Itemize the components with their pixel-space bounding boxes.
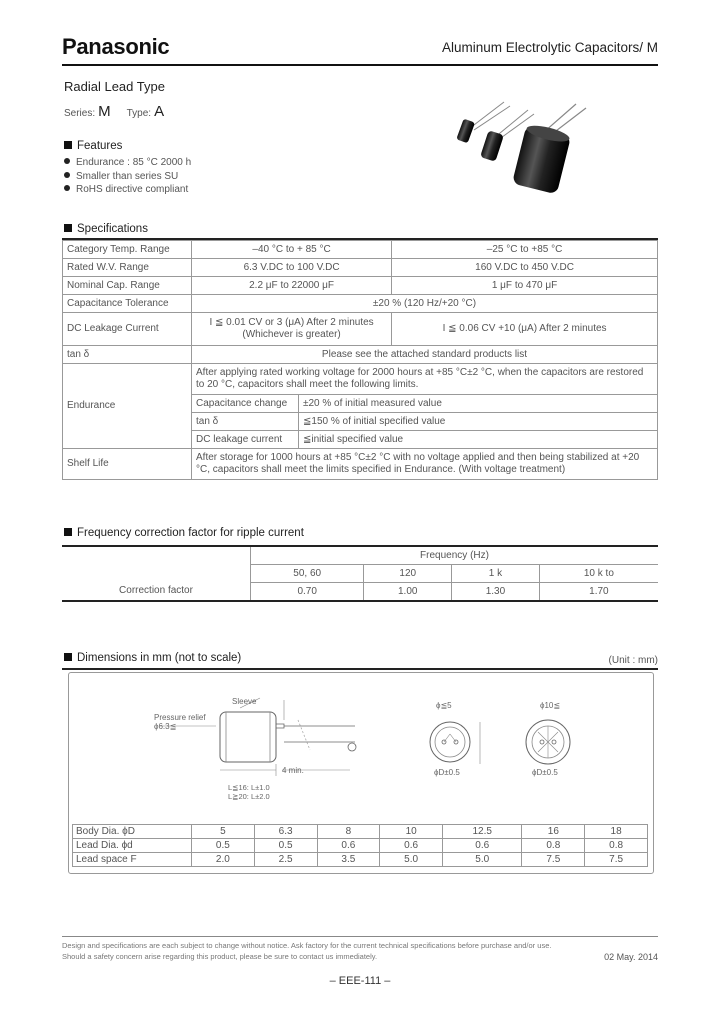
dim-value: 16 (522, 825, 585, 839)
feature-item: RoHS directive compliant (64, 183, 191, 197)
capacitor-product-image (452, 100, 612, 196)
sleeve-label: Sleeve (232, 697, 257, 706)
spec-value: –25 °C to +85 °C (392, 241, 658, 259)
footer-disclaimer: Design and specifications are each subject to change without notice. Ask factory for the current technical specifications before purchase and/or use. Should a safety concern arise regarding this product, please be sure to contact us immediately. (62, 941, 552, 961)
spec-label: Endurance (63, 364, 192, 449)
dim-value: 6.3 (254, 825, 317, 839)
dim-value: 7.5 (585, 853, 648, 867)
table-row (63, 295, 658, 313)
table-row (63, 313, 658, 346)
spec-label: Nominal Cap. Range (63, 277, 192, 295)
dim-value: 5.0 (380, 853, 443, 867)
features-heading: Features (64, 140, 122, 152)
brand-logo: Panasonic (62, 34, 170, 59)
specifications-heading: Specifications (64, 223, 148, 235)
lead-length-label: 4 min. (282, 766, 304, 775)
pressure-relief-dia: ϕ6.3≦ (154, 722, 177, 731)
frequency-header: Frequency (Hz) (251, 547, 659, 565)
dim-value: 10 (380, 825, 443, 839)
dimensions-rule (62, 668, 658, 670)
dim-value: 7.5 (522, 853, 585, 867)
type-label: Type: (126, 108, 152, 119)
footer-rule (62, 936, 658, 937)
table-row (63, 449, 658, 480)
dim-value: 0.8 (522, 839, 585, 853)
spec-label: Category Temp. Range (63, 241, 192, 259)
spec-value: After applying rated working voltage for 2000 hours at +85 °C±2 °C, when the capacitors are restored to 20 °C, capacitors shall meet the following limits. (192, 364, 658, 395)
spec-label: tan δ (63, 346, 192, 364)
spec-value: ±20 % (120 Hz/+20 °C) (192, 295, 658, 313)
spec-label: Capacitance Tolerance (63, 295, 192, 313)
spec-value: 1 μF to 470 μF (392, 277, 658, 295)
correction-label: Correction factor (119, 585, 193, 597)
table-row (63, 241, 658, 259)
endurance-sub-value: ≦initial specified value (299, 431, 658, 449)
endurance-sub-value: ≦150 % of initial specified value (299, 413, 658, 431)
small-dia-label: ϕ≦5 (436, 701, 452, 710)
length-tolerance-notes: L≦16: L±1.0 L≧20: L±2.0 (228, 783, 270, 801)
feature-item: Endurance : 85 °C 2000 h (64, 156, 191, 170)
series-label: Series: (64, 108, 96, 119)
spec-value: I ≦ 0.01 CV or 3 (μA) After 2 minutes (Whichever is greater) (192, 313, 392, 346)
bullet-icon (64, 185, 70, 191)
page-number: – EEE-111 – (329, 975, 391, 987)
dim-value: 12.5 (443, 825, 522, 839)
dim-value: 0.5 (254, 839, 317, 853)
frequency-col: 50, 60 (251, 565, 364, 583)
dim-value: 0.6 (380, 839, 443, 853)
dimensions-heading: Dimensions in mm (not to scale) (64, 652, 241, 664)
dimensions-table (72, 824, 648, 867)
dim-value: 0.6 (443, 839, 522, 853)
series-value: M (98, 103, 111, 120)
spec-label: DC Leakage Current (63, 313, 192, 346)
dim-value: 0.5 (192, 839, 255, 853)
table-row (62, 547, 658, 565)
table-row (73, 853, 648, 867)
table-row (62, 583, 658, 601)
spec-value: After storage for 1000 hours at +85 °C±2 °C with no voltage applied and then being stabilized at +20 °C, capacitors shall meet the limits specified in Endurance. (With voltage treatment) (192, 449, 658, 480)
table-row (63, 364, 658, 395)
feature-item: Smaller than series SU (64, 170, 191, 184)
spec-value: 160 V.DC to 450 V.DC (392, 259, 658, 277)
dim-value: 2.0 (192, 853, 255, 867)
large-dia-label: ϕ10≦ (540, 701, 561, 710)
spec-value: 6.3 V.DC to 100 V.DC (192, 259, 392, 277)
frequency-heading: Frequency correction factor for ripple current (64, 527, 304, 539)
dim-row-label: Body Dia. ϕD (73, 825, 192, 839)
product-subtitle: Radial Lead Type (64, 79, 165, 94)
spec-label: Rated W.V. Range (63, 259, 192, 277)
table-row (73, 825, 648, 839)
section-square-icon (64, 528, 72, 536)
type-value: A (154, 103, 165, 120)
correction-value: 1.00 (364, 583, 452, 601)
features-list (64, 156, 191, 197)
dim-value: 0.6 (317, 839, 380, 853)
dim-value: 5 (192, 825, 255, 839)
dim-value: 8 (317, 825, 380, 839)
unit-note: (Unit : mm) (608, 655, 658, 666)
correction-value: 0.70 (251, 583, 364, 601)
document-title: Aluminum Electrolytic Capacitors/ M (441, 40, 658, 55)
spec-value: 2.2 μF to 22000 μF (192, 277, 392, 295)
specifications-table (62, 240, 658, 480)
endurance-sub-value: ±20 % of initial measured value (299, 395, 658, 413)
frequency-col: 1 k (452, 565, 540, 583)
section-square-icon (64, 141, 72, 149)
dim-value: 18 (585, 825, 648, 839)
endurance-sub-label: tan δ (192, 413, 299, 431)
frequency-col: 120 (364, 565, 452, 583)
pressure-relief-label: Pressure relief (154, 713, 206, 722)
table-row (73, 839, 648, 853)
table-row (63, 259, 658, 277)
correction-value: 1.30 (452, 583, 540, 601)
spec-value: –40 °C to + 85 °C (192, 241, 392, 259)
spec-label: Shelf Life (63, 449, 192, 480)
frequency-col: 10 k to (539, 565, 658, 583)
dim-row-label: Lead Dia. ϕd (73, 839, 192, 853)
dim-value: 2.5 (254, 853, 317, 867)
section-square-icon (64, 653, 72, 661)
dim-value: 0.8 (585, 839, 648, 853)
bullet-icon (64, 158, 70, 164)
section-square-icon (64, 224, 72, 232)
large-dia-tolerance: ϕD±0.5 (532, 768, 558, 777)
document-date: 02 May. 2014 (604, 952, 658, 962)
endurance-sub-label: Capacitance change (192, 395, 299, 413)
table-row (63, 277, 658, 295)
spec-value: Please see the attached standard products list (192, 346, 658, 364)
side-view-drawing (150, 690, 390, 800)
frequency-table (62, 547, 658, 600)
spec-value: I ≦ 0.06 CV +10 (μA) After 2 minutes (392, 313, 658, 346)
table-row (63, 346, 658, 364)
header-rule (62, 64, 658, 66)
endurance-sub-label: DC leakage current (192, 431, 299, 449)
dim-value: 5.0 (443, 853, 522, 867)
series-type-line (64, 103, 180, 120)
correction-value: 1.70 (539, 583, 658, 601)
bullet-icon (64, 172, 70, 178)
frequency-bottom-rule (62, 600, 658, 602)
dim-value: 3.5 (317, 853, 380, 867)
small-dia-tolerance: ϕD±0.5 (434, 768, 460, 777)
dim-row-label: Lead space F (73, 853, 192, 867)
